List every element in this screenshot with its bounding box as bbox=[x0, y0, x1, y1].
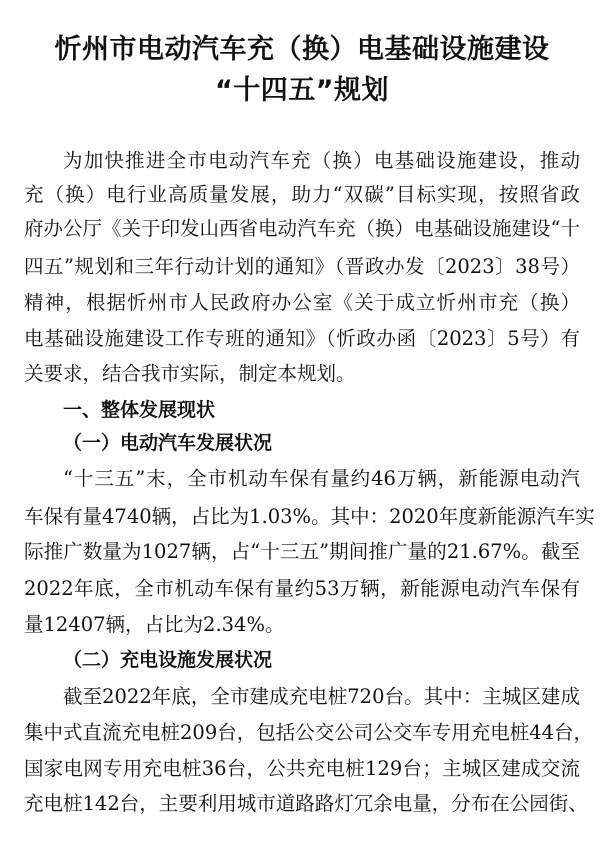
intro-line: 关要求，结合我市实际，制定本规划。 bbox=[24, 362, 356, 385]
intro-line: 充（换）电行业高质量发展，助力“双碳”目标实现，按照省政 bbox=[24, 183, 580, 206]
intro-line: 为加快推进全市电动汽车充（换）电基础设施建设，推动 bbox=[63, 149, 580, 172]
paragraph-line: 量12407辆，占比为2.34%。 bbox=[24, 613, 285, 636]
section-heading: 一、整体发展现状 bbox=[63, 399, 216, 421]
intro-line: 精神，根据忻州市人民政府办公室《关于成立忻州市充（换） bbox=[24, 291, 580, 314]
paragraph-line: 际推广数量为1027辆，占“十三五”期间推广量的21.67%。截至 bbox=[24, 540, 580, 563]
intro-line: 四五”规划和三年行动计划的通知》（晋政办发〔2023〕38号） bbox=[24, 255, 580, 278]
paragraph-line: 充电桩142台，主要利用城市道路路灯冗余电量，分布在公园街、 bbox=[24, 792, 588, 815]
paragraph-line: “十三五”末，全市机动车保有量约46万辆，新能源电动汽 bbox=[63, 467, 580, 490]
paragraph-line: 集中式直流充电桩209台，包括公交公司公交车专用充电桩44台， bbox=[24, 721, 594, 744]
paragraph-line: 国家电网专用充电桩36台，公共充电桩129台；主城区建成交流 bbox=[24, 757, 580, 780]
paragraph-line: 车保有量4740辆，占比为1.03%。其中：2020年度新能源汽车实 bbox=[24, 505, 595, 528]
document-title-line-1: 忻州市电动汽车充（换）电基础设施建设 bbox=[54, 34, 550, 65]
subsection-heading: （二）充电设施发展状况 bbox=[63, 649, 273, 671]
intro-line: 府办公厅《关于印发山西省电动汽车充（换）电基础设施建设“十 bbox=[24, 217, 580, 240]
paragraph-line: 2022年底，全市机动车保有量约53万辆，新能源电动汽车保有 bbox=[24, 577, 580, 600]
intro-line: 电基础设施建设工作专班的通知》（忻政办函〔2023〕5号）有 bbox=[24, 327, 580, 350]
paragraph-line: 截至2022年底，全市建成充电桩720台。其中：主城区建成 bbox=[63, 685, 580, 708]
document-title-line-2: “十四五”规划 bbox=[215, 75, 389, 106]
subsection-heading: （一）电动汽车发展状况 bbox=[63, 432, 273, 454]
